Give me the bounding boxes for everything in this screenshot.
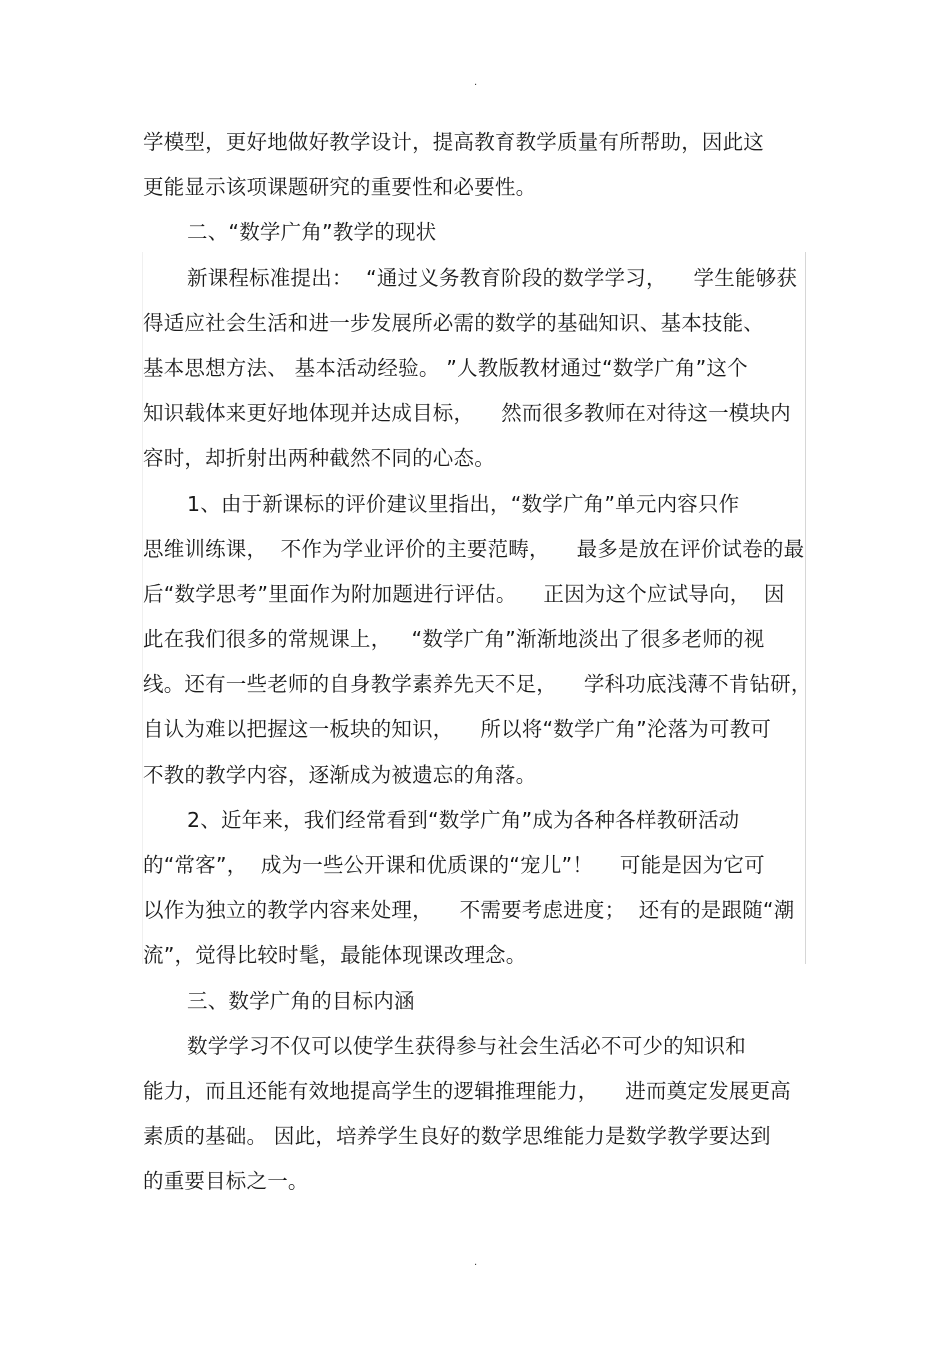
text-line: 不教的教学内容，逐渐成为被遗忘的角落。 [143, 762, 537, 787]
section-heading-3: 三、数学广角的目标内涵 [187, 988, 415, 1013]
text-line: 2、近年来，我们经常看到“数学广角”成为各种各样教研活动 [187, 807, 740, 832]
text-line: 线。还有一些老师的自身教学素养先天不足， 学科功底浅薄不肯钻研， [143, 672, 812, 697]
text-line: 新课程标准提出： “通过义务教育阶段的数学学习， 学生能够获 [187, 265, 798, 290]
text-line: 以作为独立的教学内容来处理， 不需要考虑进度； 还有的是跟随“潮 [143, 898, 795, 923]
text-line: 1、由于新课标的评价建议里指出，“数学广角”单元内容只作 [187, 491, 740, 516]
text-line: 后“数学思考”里面作为附加题进行评估。 正因为这个应试导向， 因 [143, 581, 785, 606]
text-line: 得适应社会生活和进一步发展所必需的数学的基础知识、基本技能、 [143, 310, 764, 335]
text-line: 知识载体来更好地体现并达成目标， 然而很多教师在对待这一模块内 [143, 401, 791, 426]
text-line: 此在我们很多的常规课上， “数学广角”渐渐地淡出了很多老师的视 [143, 627, 765, 652]
text-line: 自认为难以把握这一板块的知识， 所以将“数学广角”沦落为可教可 [143, 717, 772, 742]
text-line: 基本思想方法、 基本活动经验。 ”人教版教材通过“数学广角”这个 [143, 355, 748, 380]
text-line: 容时，却折射出两种截然不同的心态。 [143, 446, 495, 471]
text-line: 思维训练课， 不作为学业评价的主要范畴， 最多是放在评价试卷的最 [143, 536, 805, 561]
text-line: 更能显示该项课题研究的重要性和必要性。 [143, 175, 537, 200]
page-header-mark: . [474, 77, 478, 88]
document-body [143, 120, 812, 1205]
text-line: 的重要目标之一。 [143, 1169, 309, 1194]
text-line: 的“常客”， 成为一些公开课和优质课的“宠儿”！ 可能是因为它可 [143, 853, 765, 877]
text-line: 流”，觉得比较时髦，最能体现课改理念。 [143, 943, 527, 968]
text-line: 学模型，更好地做好教学设计，提高教育教学质量有所帮助，因此这 [143, 130, 764, 154]
text-line: 能力，而且还能有效地提高学生的逻辑推理能力， 进而奠定发展更高 [143, 1078, 791, 1103]
section-heading-2: 二、“数学广角”教学的现状 [187, 220, 437, 245]
text-line: 数学学习不仅可以使学生获得参与社会生活必不可少的知识和 [187, 1033, 746, 1058]
page-footer-mark: . [474, 1257, 478, 1268]
text-line: 素质的基础。 因此，培养学生良好的数学思维能力是数学教学要达到 [143, 1124, 771, 1149]
